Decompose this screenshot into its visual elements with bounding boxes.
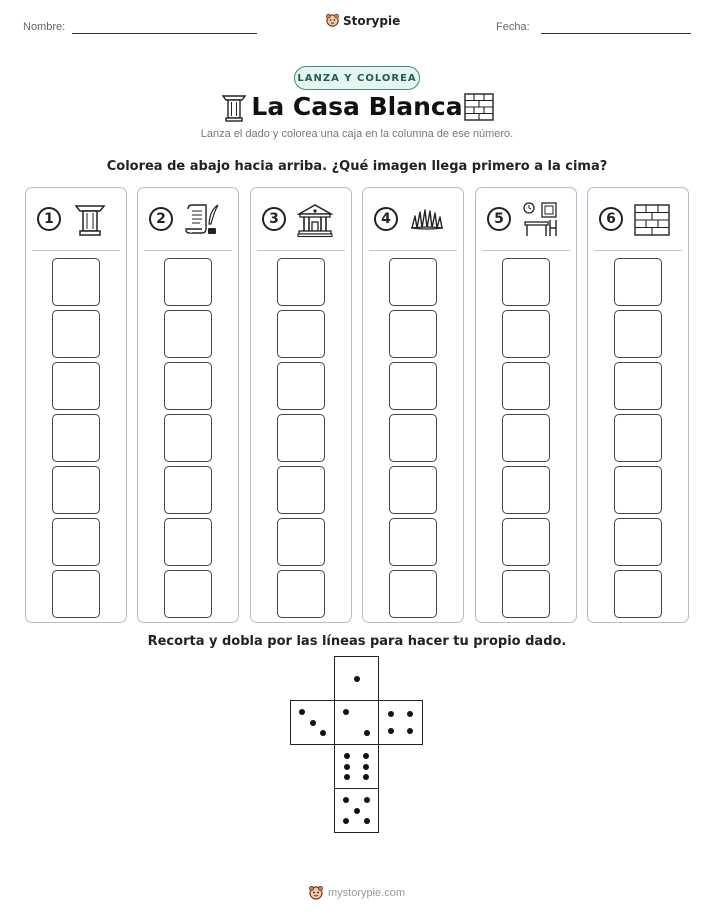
color-box[interactable] (277, 258, 325, 306)
pip (354, 676, 360, 682)
pip (299, 709, 305, 715)
column-number: 5 (487, 207, 511, 231)
cut-instruction: Recorta y dobla por las líneas para hacer tu propio dado. (147, 634, 567, 649)
color-box[interactable] (52, 518, 100, 566)
color-box[interactable] (389, 570, 437, 618)
color-box[interactable] (502, 570, 550, 618)
activity-badge: LANZA Y COLOREA (294, 66, 420, 90)
pip (364, 797, 370, 803)
pip (363, 753, 369, 759)
brand-name: Storypie (343, 13, 401, 28)
color-box[interactable] (52, 570, 100, 618)
color-box[interactable] (614, 362, 662, 410)
pip (407, 711, 413, 717)
color-box[interactable] (52, 362, 100, 410)
color-box[interactable] (614, 310, 662, 358)
footer-url[interactable]: mystorypie.com (328, 887, 406, 899)
color-box[interactable] (277, 310, 325, 358)
color-box[interactable] (164, 518, 212, 566)
brand (325, 13, 400, 28)
title-row (0, 92, 714, 126)
color-box[interactable] (389, 310, 437, 358)
color-box[interactable] (614, 518, 662, 566)
pip (388, 711, 394, 717)
color-box[interactable] (52, 310, 100, 358)
color-box[interactable] (389, 518, 437, 566)
color-box[interactable] (164, 310, 212, 358)
storypie-logo-icon (308, 885, 324, 901)
column-number: 3 (262, 207, 286, 231)
date-line (541, 33, 691, 34)
column-divider (482, 250, 570, 251)
name-line (72, 33, 257, 34)
color-box[interactable] (614, 414, 662, 462)
column-5 (475, 187, 577, 623)
color-box[interactable] (389, 258, 437, 306)
column-number: 4 (374, 207, 398, 231)
color-box[interactable] (277, 518, 325, 566)
column-pillar-icon (72, 202, 108, 238)
column-number: 2 (149, 207, 173, 231)
die-face-5 (334, 788, 379, 833)
name-label: Nombre: (23, 21, 66, 33)
pip (344, 774, 350, 780)
color-box[interactable] (164, 362, 212, 410)
color-box[interactable] (614, 570, 662, 618)
pip (364, 730, 370, 736)
grass-bush-icon (409, 202, 445, 238)
column-3 (250, 187, 352, 623)
brick-wall-icon (634, 202, 670, 238)
storypie-logo-icon (325, 13, 340, 28)
pip (364, 818, 370, 824)
color-box[interactable] (52, 466, 100, 514)
color-box[interactable] (52, 258, 100, 306)
color-box[interactable] (502, 466, 550, 514)
column-divider (144, 250, 232, 251)
color-box[interactable] (52, 414, 100, 462)
instruction: Colorea de abajo hacia arriba. ¿Qué imagen llega primero a la cima? (106, 159, 608, 174)
column-1 (25, 187, 127, 623)
color-box[interactable] (502, 258, 550, 306)
color-box[interactable] (389, 362, 437, 410)
color-box[interactable] (614, 258, 662, 306)
column-divider (257, 250, 345, 251)
pip (354, 808, 360, 814)
column-divider (32, 250, 120, 251)
pip (320, 730, 326, 736)
column-2 (137, 187, 239, 623)
color-box[interactable] (502, 310, 550, 358)
color-box[interactable] (164, 414, 212, 462)
color-box[interactable] (277, 466, 325, 514)
die-face-1 (334, 656, 379, 701)
die-face-6 (334, 744, 379, 789)
pip (343, 709, 349, 715)
color-box[interactable] (164, 570, 212, 618)
color-box[interactable] (277, 414, 325, 462)
pip (343, 797, 349, 803)
column-divider (594, 250, 682, 251)
government-building-icon (297, 202, 333, 238)
color-box[interactable] (164, 466, 212, 514)
column-number: 6 (599, 207, 623, 231)
color-box[interactable] (502, 414, 550, 462)
date-label: Fecha: (496, 21, 530, 33)
color-box[interactable] (389, 414, 437, 462)
column-divider (369, 250, 457, 251)
color-box[interactable] (389, 466, 437, 514)
pip (344, 753, 350, 759)
pip (344, 764, 350, 770)
subtitle: Lanza el dado y colorea una caja en la columna de ese número. (200, 128, 514, 140)
pip (343, 818, 349, 824)
column-number: 1 (37, 207, 61, 231)
brick-wall-icon (464, 93, 494, 121)
color-box[interactable] (614, 466, 662, 514)
scroll-and-quill-icon (184, 202, 220, 238)
pip (407, 728, 413, 734)
pip (363, 764, 369, 770)
pip (388, 728, 394, 734)
footer (308, 885, 405, 901)
color-box[interactable] (502, 362, 550, 410)
color-box[interactable] (277, 570, 325, 618)
column-6 (587, 187, 689, 623)
color-box[interactable] (277, 362, 325, 410)
pip (310, 720, 316, 726)
pip (363, 774, 369, 780)
color-box[interactable] (164, 258, 212, 306)
die-face-3 (290, 700, 335, 745)
office-desk-clock-icon (522, 202, 558, 238)
page-title: La Casa Blanca (251, 92, 463, 121)
die-face-4 (378, 700, 423, 745)
column-4 (362, 187, 464, 623)
color-box[interactable] (502, 518, 550, 566)
die-face-2 (334, 700, 379, 745)
